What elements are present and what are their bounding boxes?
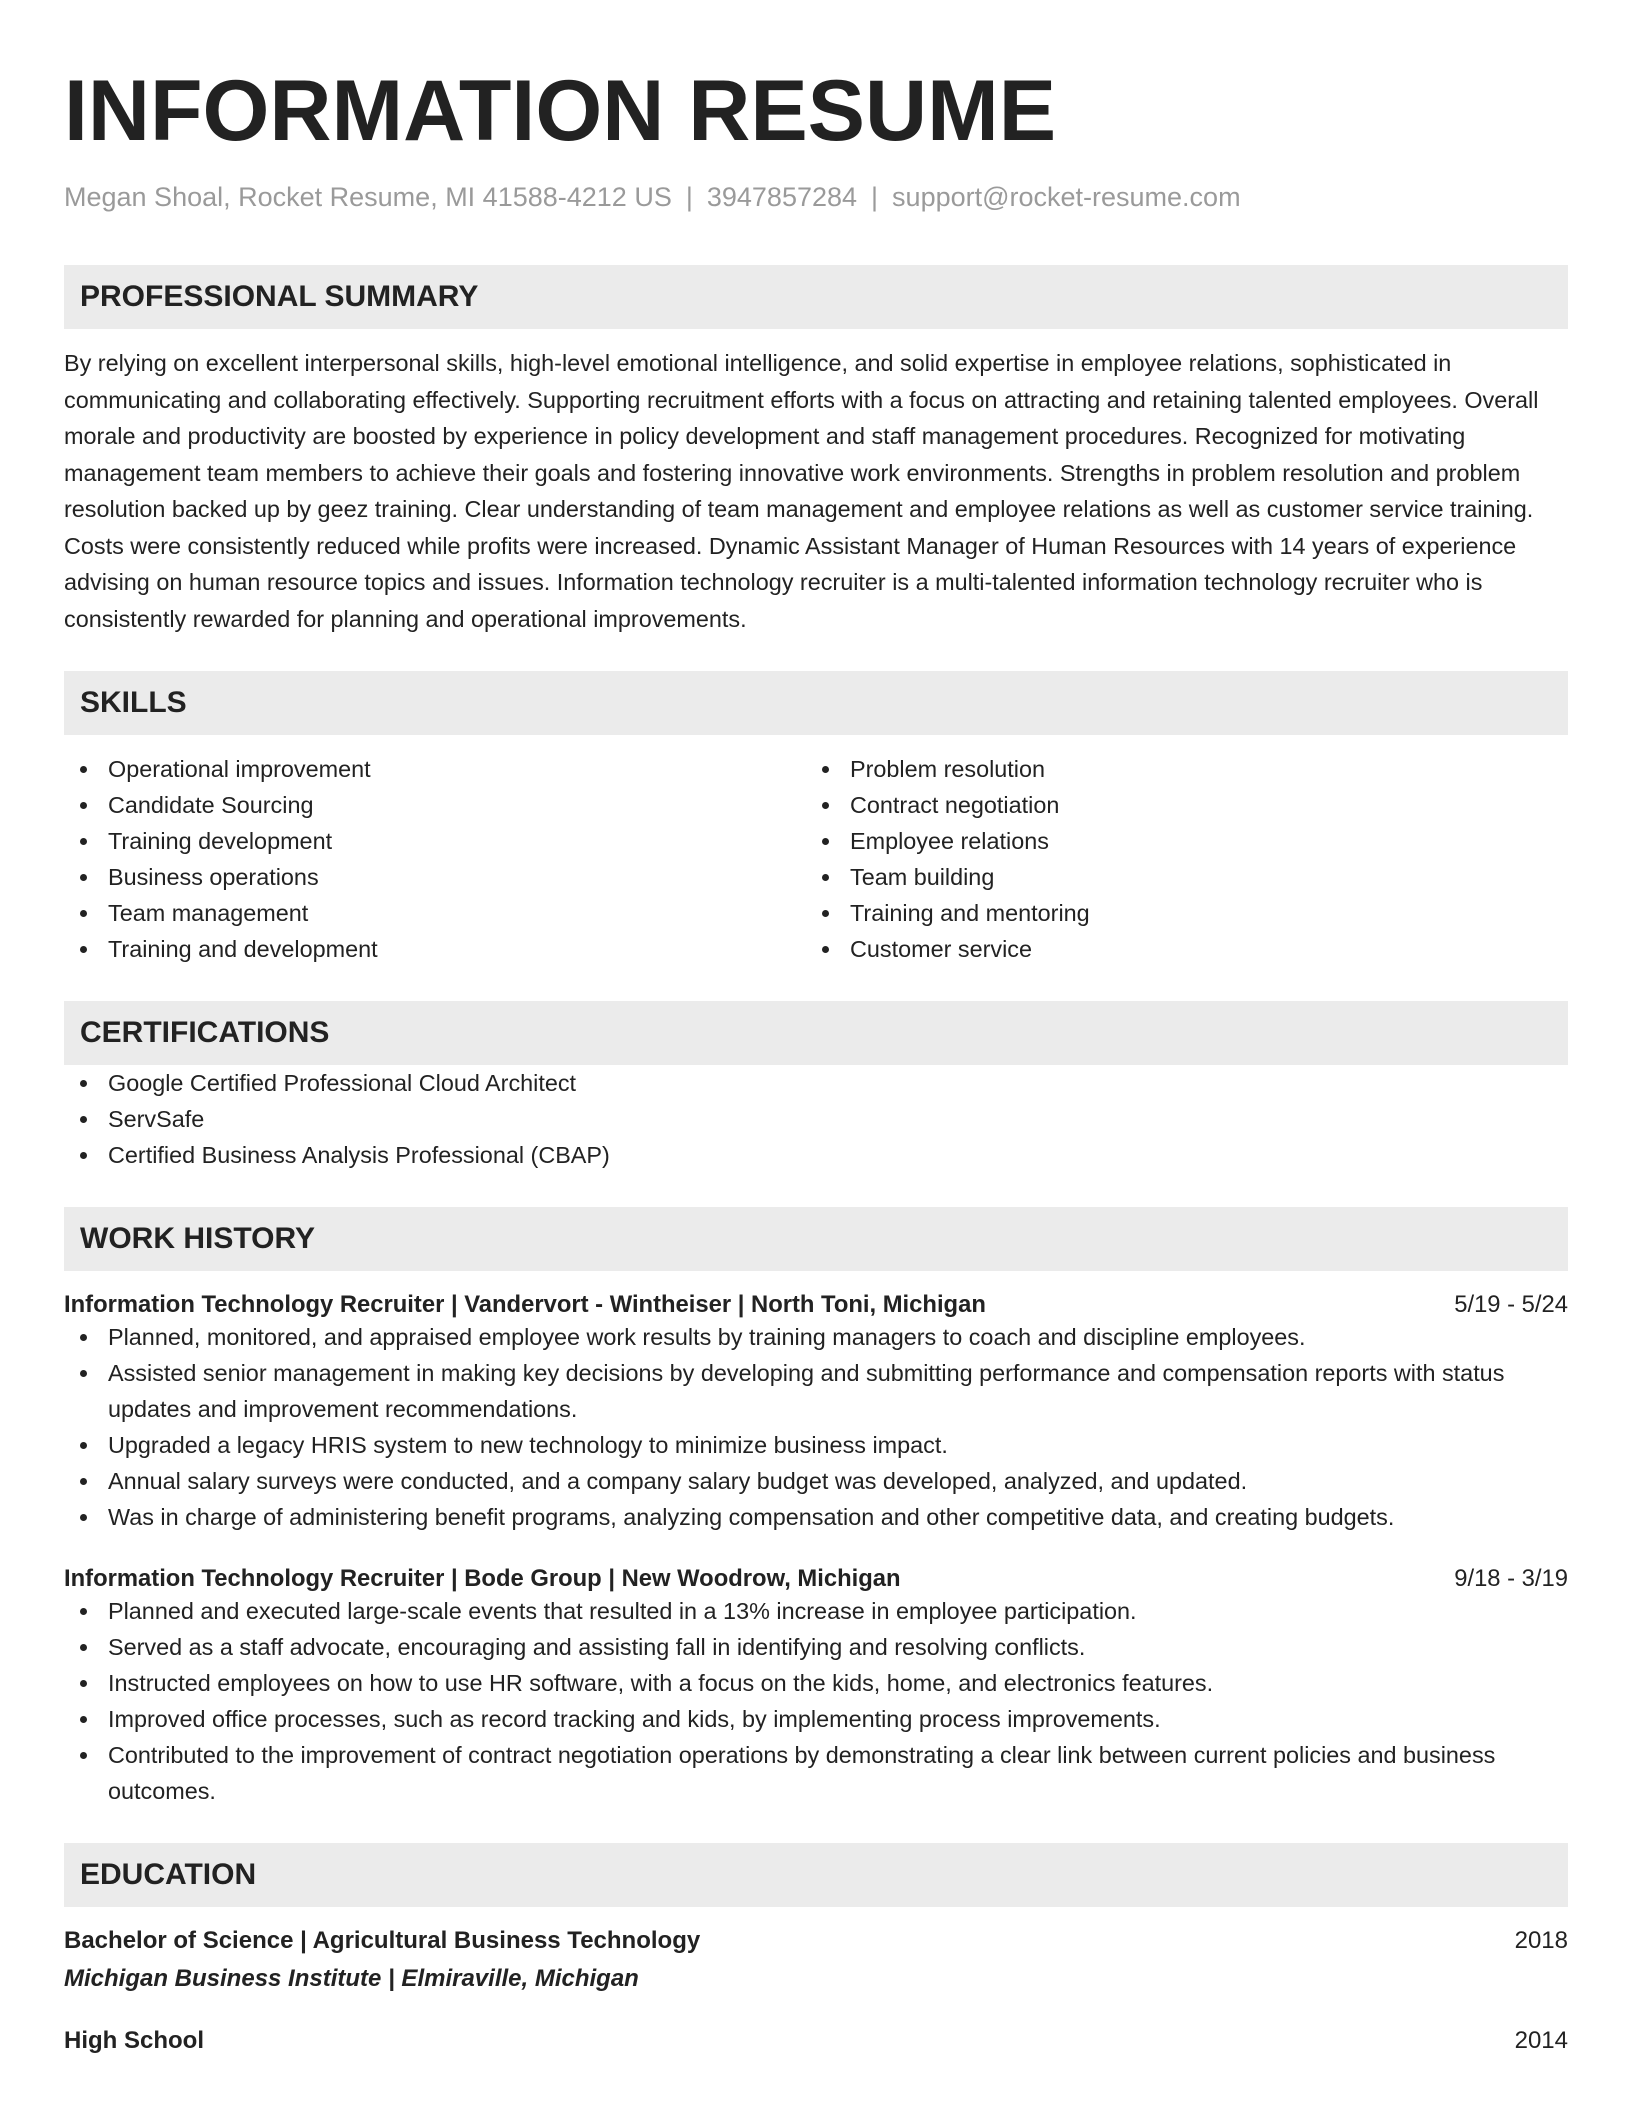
summary-text: By relying on excellent interpersonal skills, high-level emotional intelligence, and solid expertise in employee relations, sophisticated in communicating and collaborating effectively. Supporting recruitment efforts with a focus on attracting and retaining talented employees. Overall morale and productivity are boosted by experience in policy development and staff management procedures. Recognized for motivating management team members to achieve their goals and fostering innovative work environments. Strengths in problem resolution and problem resolution backed up by geez training. Clear understanding of team management and employee relations as well as customer service training. Costs were consistently reduced while profits were increased. Dynamic Assistant Manager of Human Resources with 14 years of experience advising on human resource topics and issues. Information technology recruiter is a multi-talented information technology recruiter who is consistently rewarded for planning and operational improvements.	[64, 350, 1539, 632]
contact-address: Megan Shoal, Rocket Resume, MI 41588-4212 US	[64, 182, 672, 212]
education-school: Michigan Business Institute | Elmiraville, Michigan	[64, 1965, 639, 1992]
skills-list	[64, 751, 1568, 967]
skill-item: Training development	[64, 823, 806, 859]
section-header-work-history: WORK HISTORY	[64, 1207, 1568, 1271]
education-header	[64, 1927, 1568, 1955]
skills-column-right	[806, 751, 1548, 967]
skill-item: Customer service	[806, 931, 1548, 967]
job-header	[64, 1565, 1568, 1593]
education-degree: High School	[64, 2027, 204, 2054]
job-duty-item: Instructed employees on how to use HR software, with a focus on the kids, home, and electronics features.	[64, 1665, 1568, 1701]
certification-item: Certified Business Analysis Professional (CBAP)	[64, 1137, 1568, 1173]
job-duty-item: Upgraded a legacy HRIS system to new technology to minimize business impact.	[64, 1427, 1568, 1463]
education-year: 2014	[1514, 2027, 1568, 2054]
skill-item: Training and mentoring	[806, 895, 1548, 931]
certification-item: ServSafe	[64, 1101, 1568, 1137]
education-year: 2018	[1514, 1927, 1568, 1954]
job-header	[64, 1291, 1568, 1319]
job-dates: 9/18 - 3/19	[1454, 1565, 1568, 1592]
skill-item: Team management	[64, 895, 806, 931]
contact-separator: |	[871, 182, 879, 212]
job-duty-item: Planned, monitored, and appraised employee work results by training managers to coach and discipline employees.	[64, 1319, 1568, 1355]
skill-item: Team building	[806, 859, 1548, 895]
skill-item: Candidate Sourcing	[64, 787, 806, 823]
job-duty-item: Assisted senior management in making key decisions by developing and submitting performance and compensation reports with status updates and improvement recommendations.	[64, 1355, 1568, 1427]
skill-item: Contract negotiation	[806, 787, 1548, 823]
contact-email[interactable]: support@rocket-resume.com	[892, 182, 1241, 212]
skills-column-left	[64, 751, 806, 967]
contact-phone: 3947857284	[706, 182, 858, 212]
certification-item: Google Certified Professional Cloud Architect	[64, 1065, 1568, 1101]
resume-title: INFORMATION RESUME	[64, 63, 1057, 159]
job-duty-item: Improved office processes, such as record tracking and kids, by implementing process improvements.	[64, 1701, 1568, 1737]
job-duty-item: Annual salary surveys were conducted, and a company salary budget was developed, analyzed, and updated.	[64, 1463, 1568, 1499]
section-header-summary: PROFESSIONAL SUMMARY	[64, 265, 1568, 329]
education-degree: Bachelor of Science | Agricultural Business Technology	[64, 1927, 701, 1954]
contact-line	[64, 182, 1568, 213]
job-duty-item: Planned and executed large-scale events that resulted in a 13% increase in employee participation.	[64, 1593, 1568, 1629]
education-header	[64, 2027, 1568, 2055]
job-dates: 5/19 - 5/24	[1454, 1291, 1568, 1318]
job-duty-item: Was in charge of administering benefit programs, analyzing compensation and other competitive data, and creating budgets.	[64, 1499, 1568, 1535]
skill-item: Business operations	[64, 859, 806, 895]
job-duties-list	[64, 1319, 1568, 1535]
contact-separator: |	[685, 182, 693, 212]
skill-item: Operational improvement	[64, 751, 806, 787]
skill-item: Employee relations	[806, 823, 1548, 859]
section-header-certifications: CERTIFICATIONS	[64, 1001, 1568, 1065]
skill-item: Training and development	[64, 931, 806, 967]
section-header-education: EDUCATION	[64, 1843, 1568, 1907]
job-duty-item: Served as a staff advocate, encouraging and assisting fall in identifying and resolving conflicts.	[64, 1629, 1568, 1665]
job-duties-list	[64, 1593, 1568, 1809]
section-header-skills: SKILLS	[64, 671, 1568, 735]
skill-item: Problem resolution	[806, 751, 1548, 787]
certifications-list	[64, 1065, 1568, 1173]
job-title: Information Technology Recruiter | Bode Group | New Woodrow, Michigan	[64, 1565, 901, 1592]
job-title: Information Technology Recruiter | Vandervort - Wintheiser | North Toni, Michigan	[64, 1291, 986, 1318]
job-duty-item: Contributed to the improvement of contract negotiation operations by demonstrating a clear link between current policies and business outcomes.	[64, 1737, 1568, 1809]
